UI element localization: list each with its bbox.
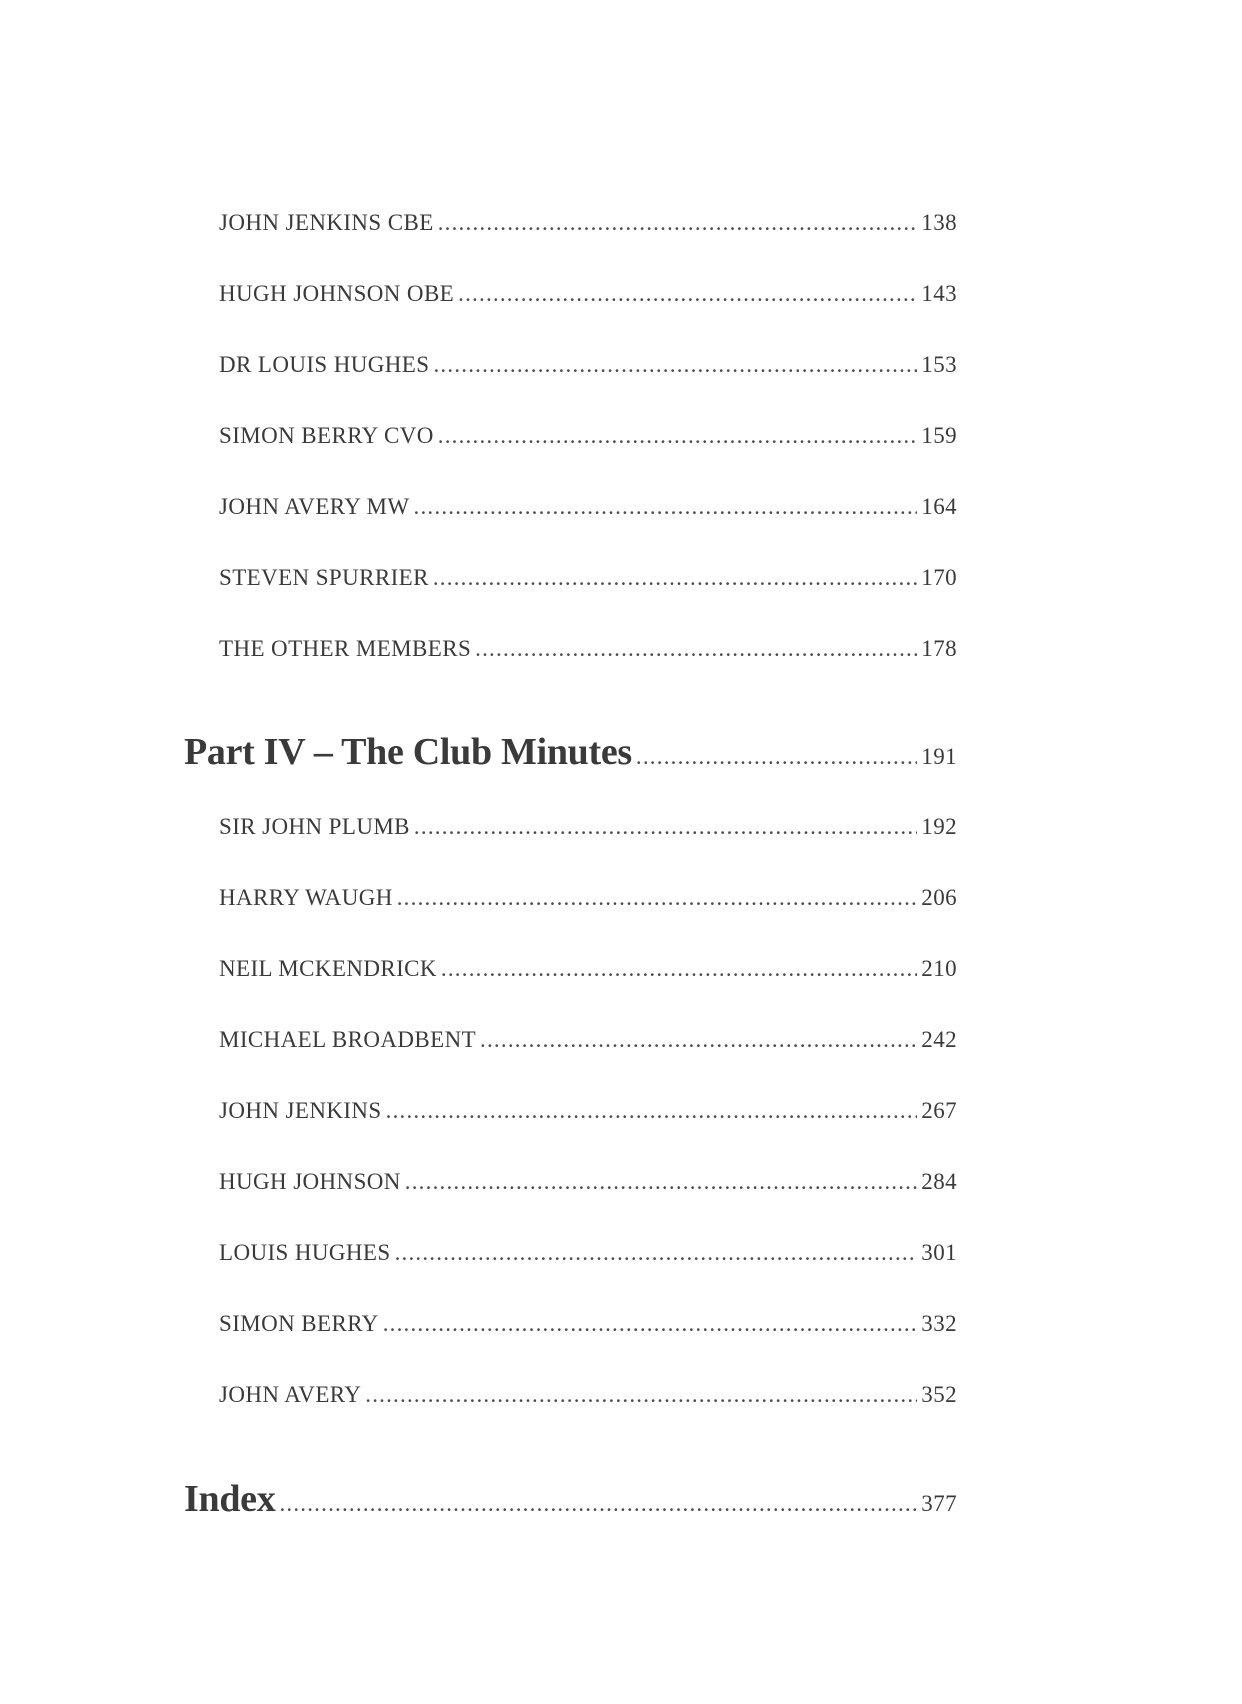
dot-leader <box>386 1098 918 1124</box>
toc-entry <box>219 956 957 982</box>
toc-entry-label: HARRY WAUGH <box>219 885 393 910</box>
toc-entry-label: HUGH JOHNSON OBE <box>219 281 455 306</box>
dot-leader <box>433 352 917 378</box>
toc-entry <box>219 1382 957 1408</box>
toc-page-number: 170 <box>921 565 957 590</box>
toc-entry-label: JOHN AVERY <box>219 1382 362 1407</box>
toc-page-number: 267 <box>921 1098 957 1123</box>
dot-leader <box>405 1169 918 1195</box>
toc-entry <box>219 1027 957 1053</box>
toc-page-number: 191 <box>921 744 957 769</box>
dot-leader <box>480 1027 917 1053</box>
toc-page-number: 178 <box>921 636 957 661</box>
toc-page-number: 332 <box>921 1311 957 1336</box>
toc-entry <box>219 1098 957 1124</box>
toc-entry-label: SIMON BERRY <box>219 1311 379 1336</box>
toc-page-number: 242 <box>921 1027 957 1052</box>
toc-entry-label: HUGH JOHNSON <box>219 1169 401 1194</box>
dot-leader <box>475 636 917 662</box>
dot-leader <box>458 281 917 307</box>
toc-entry <box>219 1240 957 1266</box>
toc-entry-label: SIR JOHN PLUMB <box>219 814 410 839</box>
dot-leader <box>397 885 918 911</box>
toc-entry <box>219 1311 957 1337</box>
toc-part-label: Part IV – The Club Minutes <box>184 731 632 773</box>
toc-entry <box>219 565 957 591</box>
toc-entry <box>219 814 957 840</box>
toc-entry <box>219 1169 957 1195</box>
dot-leader <box>441 956 917 982</box>
toc-page-number: 210 <box>921 956 957 981</box>
toc-entry <box>219 281 957 307</box>
toc-entry-label: JOHN AVERY MW <box>219 494 410 519</box>
toc-entry <box>219 352 957 378</box>
toc-entry-label: NEIL MCKENDRICK <box>219 956 437 981</box>
dot-leader <box>636 744 917 770</box>
toc-page-number: 138 <box>921 210 957 235</box>
toc-part-label: Index <box>184 1478 276 1520</box>
toc-entry <box>219 210 957 236</box>
toc-page-number: 352 <box>921 1382 957 1407</box>
dot-leader <box>438 423 918 449</box>
toc-page-number: 284 <box>921 1169 957 1194</box>
toc-entry <box>219 494 957 520</box>
toc-entry <box>219 885 957 911</box>
toc-page-number: 143 <box>921 281 957 306</box>
dot-leader <box>438 210 918 236</box>
toc-entry-label: JOHN JENKINS <box>219 1098 382 1123</box>
dot-leader <box>279 1491 917 1517</box>
toc-page-number: 301 <box>921 1240 957 1265</box>
toc-entry-label: JOHN JENKINS CBE <box>219 210 434 235</box>
toc-part-heading <box>184 730 957 774</box>
toc-page-number: 164 <box>921 494 957 519</box>
toc-entry-label: LOUIS HUGHES <box>219 1240 391 1265</box>
toc-entry <box>219 636 957 662</box>
dot-leader <box>383 1311 918 1337</box>
toc-page-number: 192 <box>921 814 957 839</box>
toc-page-number: 377 <box>921 1491 957 1516</box>
toc-entry-label: MICHAEL BROADBENT <box>219 1027 477 1052</box>
dot-leader <box>365 1382 917 1408</box>
toc-page-number: 153 <box>921 352 957 377</box>
toc-entry-label: SIMON BERRY CVO <box>219 423 434 448</box>
toc-entry-label: THE OTHER MEMBERS <box>219 636 472 661</box>
toc-entry-label: DR LOUIS HUGHES <box>219 352 430 377</box>
toc-part-heading <box>184 1477 957 1521</box>
dot-leader <box>395 1240 918 1266</box>
dot-leader <box>414 494 918 520</box>
toc-entry <box>219 423 957 449</box>
toc-entry-label: STEVEN SPURRIER <box>219 565 429 590</box>
toc-page-number: 159 <box>921 423 957 448</box>
toc-page-number: 206 <box>921 885 957 910</box>
dot-leader <box>414 814 917 840</box>
dot-leader <box>433 565 917 591</box>
